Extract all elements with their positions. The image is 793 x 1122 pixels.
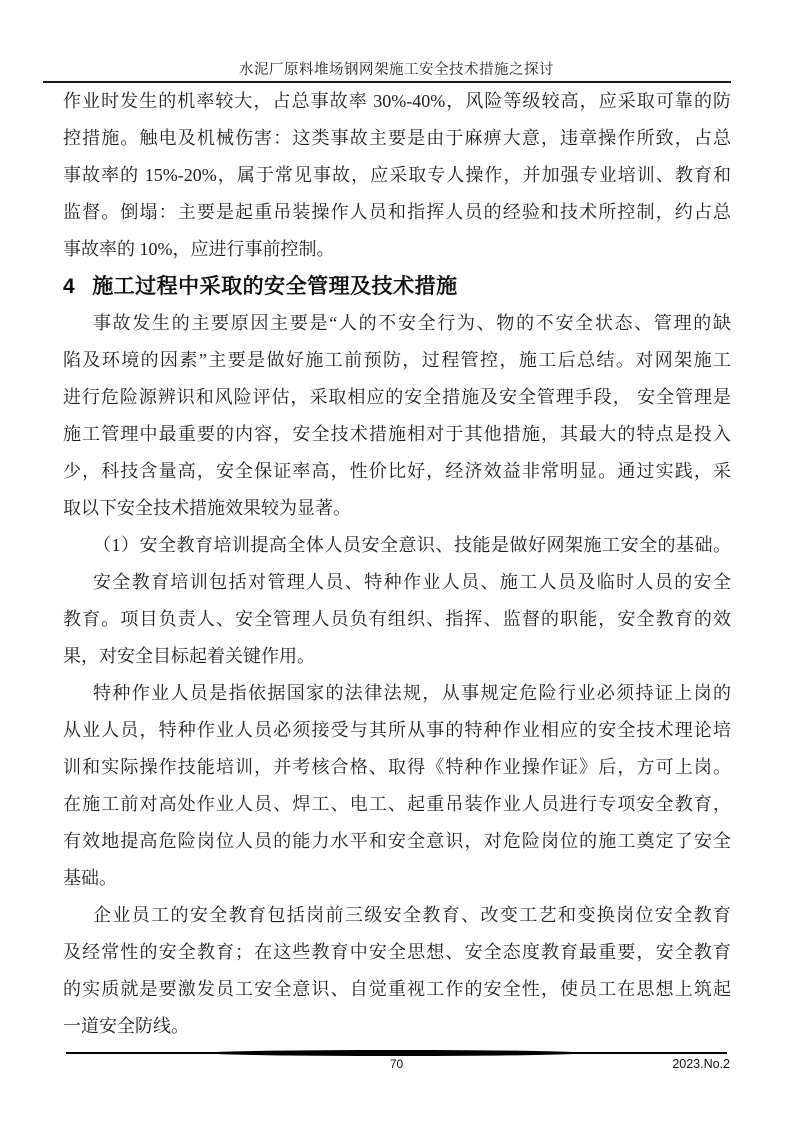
section-title: 施工过程中采取的安全管理及技术措施	[92, 275, 458, 298]
text-line: 企业员工的安全教育包括岗前三级安全教育、改变工艺和变换岗位安全教育	[93, 905, 731, 925]
text-line: 及经常性的安全教育；在这些教育中安全思想、安全态度教育最重要，安全教育	[63, 942, 731, 962]
text-line: 基础。	[63, 868, 117, 888]
text-line: 在施工前对高处作业人员、焊工、电工、起重吊装作业人员进行专项安全教育，	[63, 794, 731, 814]
text-line: 特种作业人员是指依据国家的法律法规，从事规定危险行业必须持证上岗的	[93, 683, 731, 703]
text-line: 果，对安全目标起着关键作用。	[63, 646, 315, 666]
text-line: 进行危险源辨识和风险评估，采取相应的安全措施及安全管理手段， 安全管理是	[63, 387, 731, 407]
text-line: 事故率的 10%，应进行事前控制。	[63, 239, 335, 259]
text-line: 教育。项目负责人、安全管理人员负有组织、指挥、监督的职能，安全教育的效	[63, 609, 731, 629]
text-line: 控措施。触电及机械伤害：这类事故主要是由于麻痹大意，违章操作所致，占总	[63, 128, 731, 148]
text-line: 施工管理中最重要的内容，安全技术措施相对于其他措施，其最大的特点是投入	[63, 424, 731, 444]
text-line: 监督。倒塌：主要是起重吊装操作人员和指挥人员的经验和技术所控制，约占总	[63, 202, 731, 222]
footer-rule-thick-center	[205, 1050, 585, 1056]
running-head-title: 水泥厂原料堆场钢网架施工安全技术措施之探讨	[239, 62, 554, 78]
text-line: 一道安全防线。	[63, 1016, 189, 1036]
section-number: 4	[63, 275, 76, 298]
section-heading	[63, 268, 731, 305]
article-body	[63, 83, 731, 1045]
text-line: 从业人员，特种作业人员必须接受与其所从事的特种作业相应的安全技术理论培	[63, 720, 731, 740]
page-number: 70	[389, 1057, 404, 1071]
text-line: 有效地提高危险岗位人员的能力水平和安全意识，对危险岗位的施工奠定了安全	[63, 831, 731, 851]
page-footer	[63, 1057, 730, 1075]
text-line: 作业时发生的机率较大，占总事故率 30%-40%，风险等级较高，应采取可靠的防	[63, 91, 731, 111]
text-line: 取以下安全技术措施效果较为显著。	[63, 498, 351, 518]
text-line: 事故率的 15%-20%，属于常见事故，应采取专人操作，并加强专业培训、教育和	[63, 165, 731, 185]
text-line: 训和实际操作技能培训，并考核合格、取得《特种作业操作证》后，方可上岗。	[63, 757, 731, 777]
text-line: 的实质就是要激发员工安全意识、自觉重视工作的安全性，使员工在思想上筑起	[63, 979, 731, 999]
text-line: 安全教育培训包括对管理人员、特种作业人员、施工人员及临时人员的安全	[93, 572, 731, 592]
issue-number: 2023.No.2	[672, 1057, 730, 1071]
text-line: 陷及环境的因素”主要是做好施工前预防，过程管控，施工后总结。对网架施工	[63, 350, 731, 370]
text-line: 少，科技含量高，安全保证率高，性价比好，经济效益非常明显。通过实践，采	[63, 461, 731, 481]
text-line: 事故发生的主要原因主要是“人的不安全行为、物的不安全状态、管理的缺	[93, 313, 731, 333]
text-line: （1）安全教育培训提高全体人员安全意识、技能是做好网架施工安全的基础。	[93, 535, 731, 555]
